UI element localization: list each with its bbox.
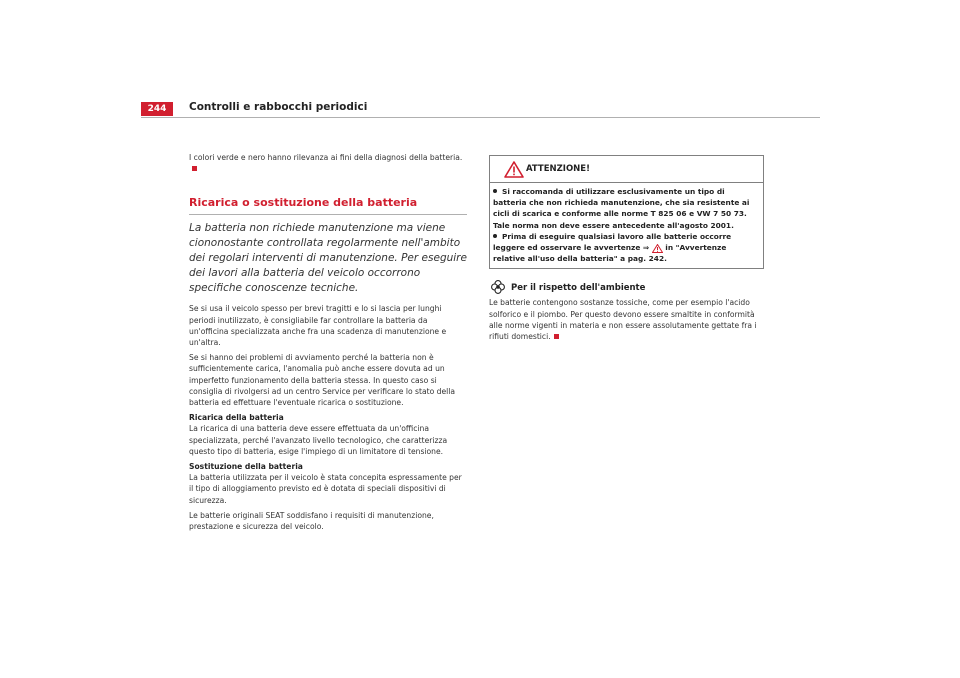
subheading-charging: Ricarica della batteria [189, 413, 284, 423]
warning-item-1: Si raccomanda di utilizzare esclusivamente un tipo di batteria che non richieda manutenzione, che sia resistente ai cicli di scarica e conforme alle norme T 825 06 e VW 7 50 73. Tale norma non deve essere antecedente all'agosto 2001. [493, 187, 750, 230]
body-paragraph-3: La ricarica di una batteria deve essere effettuata da un'officina specializzata, perché l'avanzato livello tecnologico, che caratterizza questo tipo di batteria, esige l'impiego di un limitatore di tensione. [189, 424, 448, 456]
body-paragraph-1: Se si usa il veicolo spesso per brevi tragitti e lo si lascia per lunghi periodi inutilizzato, è consigliabile far controllare la batteria da un'officina specializzata anche fra una scadenza di manutenzione e un'altra. [189, 304, 447, 348]
lead-paragraph: La batteria non richiede manutenzione ma viene ciononostante controllata regolarmente nell'ambito dei regolari interventi di manutenzione. Per eseguire dei lavori alla batteria del veicolo occorrono specifiche conoscenze tecniche. [189, 222, 467, 295]
end-mark-icon [192, 166, 197, 171]
warning-box [489, 155, 764, 269]
flower-icon [491, 280, 505, 294]
warning-body [490, 183, 763, 268]
body-paragraph-5: Le batterie originali SEAT soddisfano i requisiti di manutenzione, prestazione e sicurezza del veicolo. [189, 510, 434, 532]
environment-header [489, 280, 765, 296]
environment-title: Per il rispetto dell'ambiente [511, 283, 646, 294]
environment-paragraph: Le batterie contengono sostanze tossiche, come per esempio l'acido solforico e il piombo. Per questo devono essere smaltite in conformità alle norme vigenti in materia e non essere assolutamente gettate fra i rifiuti domestici. [489, 298, 757, 342]
right-column [489, 155, 765, 342]
section-title: Ricarica o sostituzione della batteria [189, 196, 467, 215]
header-divider [141, 117, 820, 118]
arrow-reference[interactable]: ⇒ [642, 243, 650, 253]
warning-header [490, 156, 763, 183]
warning-triangle-icon [504, 161, 524, 178]
end-mark-icon [554, 334, 559, 339]
subheading-replacement: Sostituzione della batteria [189, 462, 303, 472]
intro-paragraph: I colori verde e nero hanno rilevanza ai fini della diagnosi della batteria. [189, 152, 467, 174]
warning-title: ATTENZIONE! [526, 164, 590, 174]
bullet-icon [493, 189, 497, 193]
warning-item-2: Prima di eseguire qualsiasi lavoro alle batterie occorre leggere ed osservare le avvertenze ⇒ in "Avvertenze relative all'uso della batteria" a pag. 242. [493, 231, 732, 264]
body-paragraph-4: La batteria utilizzata per il veicolo è stata concepita espressamente per il tipo di alloggiamento previsto ed è dotata di speciali dispositivi di sicurezza. [189, 473, 462, 505]
page-number: 244 [141, 102, 173, 116]
body-paragraph-2: Se si hanno dei problemi di avviamento perché la batteria non è sufficientemente carica, l'anomalia può anche essere dovuta ad un imperfetto funzionamento della batteria stessa. In questo caso si consiglia di rivolgersi ad un centro Service per verificare lo stato della batteria ed effettuare l'eventuale ricarica o sostituzione. [189, 353, 456, 408]
left-column [189, 152, 467, 536]
inline-warning-icon [652, 244, 663, 253]
running-header: Controlli e rabbocchi periodici [189, 101, 368, 113]
bullet-icon [493, 234, 497, 238]
